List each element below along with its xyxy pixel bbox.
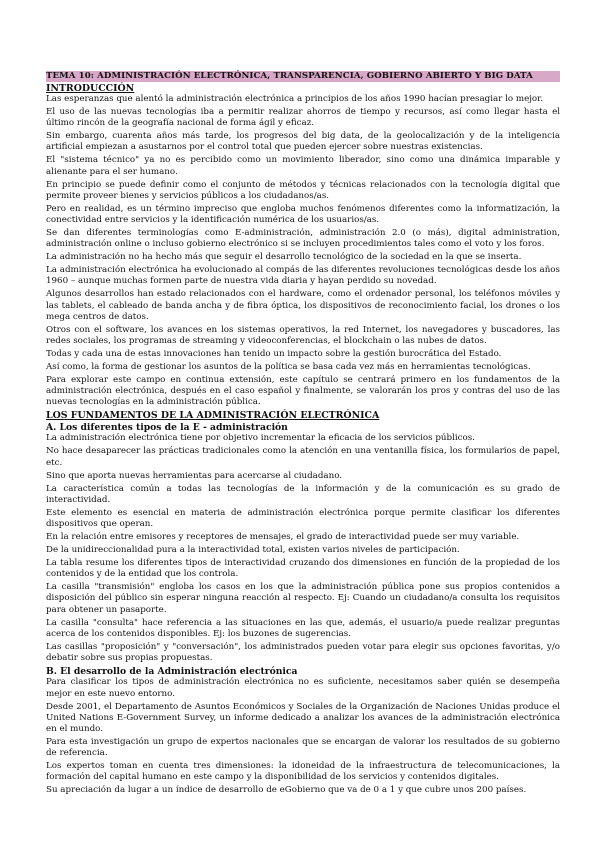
paragraph: Las esperanzas que alentó la administración electrónica a principios de los años 1990 hacían presagiar lo mejor. [46, 94, 544, 104]
paragraph: Sino que aporta nuevas herramientas para acercarse al ciudadano. [46, 470, 343, 481]
subheading-a: A. Los diferentes tipos de la E - administración [46, 421, 288, 433]
paragraph: El uso de las nuevas tecnologías iba a permitir realizar ahorros de tiempo y recursos, así como llegar hasta el último rincón de la geografía nacional de forma ágil y eficaz. [46, 107, 560, 129]
paragraph: La administración no ha hecho más que seguir el desarrollo tecnológico de la sociedad en la que se inserta. [46, 252, 522, 263]
paragraph: En la relación entre emisores y receptores de mensajes, el grado de interactividad puede ser muy variable. [46, 531, 520, 542]
paragraph: Otros con el software, los avances en los sistemas operativos, la red Internet, los navegadores y buscadores, las redes sociales, los programas de streaming y videoconferencias, el blockchain o las nubes de datos. [46, 324, 560, 347]
paragraph: De la unidireccionalidad pura a la interactividad total, existen varios niveles de participación. [46, 544, 460, 555]
paragraph: Todas y cada una de estas innovaciones han tenido un impacto sobre la gestión burocrática del Estado. [46, 349, 502, 360]
paragraph: Pero en realidad, es un término impreciso que engloba muchos fenómenos diferentes como la informatización, la conectividad entre servicios y la identificación numérica de los usuarios/as. [46, 203, 560, 226]
section-a [46, 433, 560, 664]
document-title: TEMA 10: ADMINISTRACIÓN ELECTRÓNICA, TRANSPARENCIA, GOBIERNO ABIERTO Y BIG DATA [46, 71, 560, 82]
paragraph: Para esta investigación un grupo de expertos nacionales que se encargan de valorar los resultados de su gobierno de referencia. [46, 736, 560, 759]
paragraph: La característica común a todas las tecnologías de la información y de la comunicación es su grado de interactividad. [46, 483, 560, 505]
paragraph: Así como, la forma de gestionar los asuntos de la política se basa cada vez más en herramientas tecnológicas. [46, 362, 531, 373]
paragraph: Para clasificar los tipos de administración electrónica no es suficiente, necesitamos saber quién se desempeña mejor en este nuevo entorno. [46, 677, 560, 699]
paragraph: Los expertos toman en cuenta tres dimensiones: la idoneidad de la infraestructura de telecomunicaciones, la formación del capital humano en este campo y la disponibilidad de los servicios y contenidos digitales. [46, 761, 560, 783]
paragraph: Su apreciación da lugar a un índice de desarrollo de eGobierno que va de 0 a 1 y que cubre unos 200 países. [46, 785, 527, 796]
paragraph: La tabla resume los diferentes tipos de interactividad cruzando dos dimensiones en función de la propiedad de los contenidos y de la entidad que los controla. [46, 557, 560, 580]
intro-section [46, 94, 560, 409]
paragraph: Las casillas "proposición" y "conversación", los administrados pueden votar para elegir sus opciones favoritas, y/o debatir sobre sus propias propuestas. [46, 641, 560, 663]
paragraph: La administración electrónica ha evolucionado al compás de las diferentes revoluciones tecnológicas desde los años 1960 – aunque muchas formen parte de nuestra vida diaria y hayan perdido su novedad. [46, 265, 560, 287]
paragraph: Desde 2001, el Departamento de Asuntos Económicos y Sociales de la Organización de Naciones Unidas produce el United Nations E-Government Survey, un informe dedicado a analizar los avances de la administración electrónica en el mundo. [46, 701, 560, 734]
paragraph: Algunos desarrollos han estado relacionados con el hardware, como el ordenador personal, los teléfonos móviles y las tablets, el cableado de banda ancha y de fibra óptica, los dispositivos de reconocimiento facial, los drones o los mega centros de datos. [46, 289, 560, 322]
paragraph: La casilla "consulta" hace referencia a las situaciones en las que, además, el usuario/a puede realizar preguntas acerca de los contenidos disponibles. Ej: los buzones de sugerencias. [46, 617, 560, 639]
paragraph: La administración electrónica tiene por objetivo incrementar la eficacia de los servicios públicos. [46, 433, 475, 444]
paragraph: Se dan diferentes terminologías como E-administración, administración 2.0 (o más), digital administration, administración online o incluso gobierno electrónico si se incluyen procedimientos tales como el voto y los foros. [46, 228, 560, 250]
paragraph: No hace desaparecer las prácticas tradicionales como la atención en una ventanilla física, los formularios de papel, etc. [46, 446, 560, 468]
paragraph: Este elemento es esencial en materia de administración electrónica porque permite clasificar los diferentes dispositivos que operan. [46, 507, 560, 529]
paragraph: Para explorar este campo en continua extensión, este capítulo se centrará primero en los fundamentos de la administración electrónica, después en el caso español y finalmente, se valorarán los pros y contras del uso de las nuevas tecnologías en la administración pública. [46, 375, 560, 408]
paragraph: La casilla "transmisión" engloba los casos en los que la administración pública pone sus propios contenidos a disposición del público sin esperar ninguna reacción al respecto. Ej: Cuando un ciudadano/a consulta los requisitos para obtener un pasaporte. [46, 582, 560, 615]
section-b [46, 677, 560, 796]
section-heading-fundamentals: LOS FUNDAMENTOS DE LA ADMINISTRACIÓN ELECTRÓNICA [46, 410, 380, 422]
subheading-b: B. El desarrollo de la Administración electrónica [46, 665, 298, 677]
paragraph: El "sistema técnico" ya no es percibido como un movimiento liberador, sino como una dinámica imparable y alienante para el ser humano. [46, 155, 560, 177]
paragraph: En principio se puede definir como el conjunto de métodos y técnicas relacionados con la tecnología digital que permite proveer bienes y servicios públicos a los ciudadanos/as. [46, 179, 560, 201]
paragraph: Sin embargo, cuarenta años más tarde, los progresos del big data, de la geolocalización y de la inteligencia artificial empiezan a asustarnos por el control total que pueden ejercer sobre nuestras existencias. [46, 131, 560, 153]
document-page [46, 71, 560, 798]
section-heading-introduction: INTRODUCCIÓN [46, 82, 135, 94]
